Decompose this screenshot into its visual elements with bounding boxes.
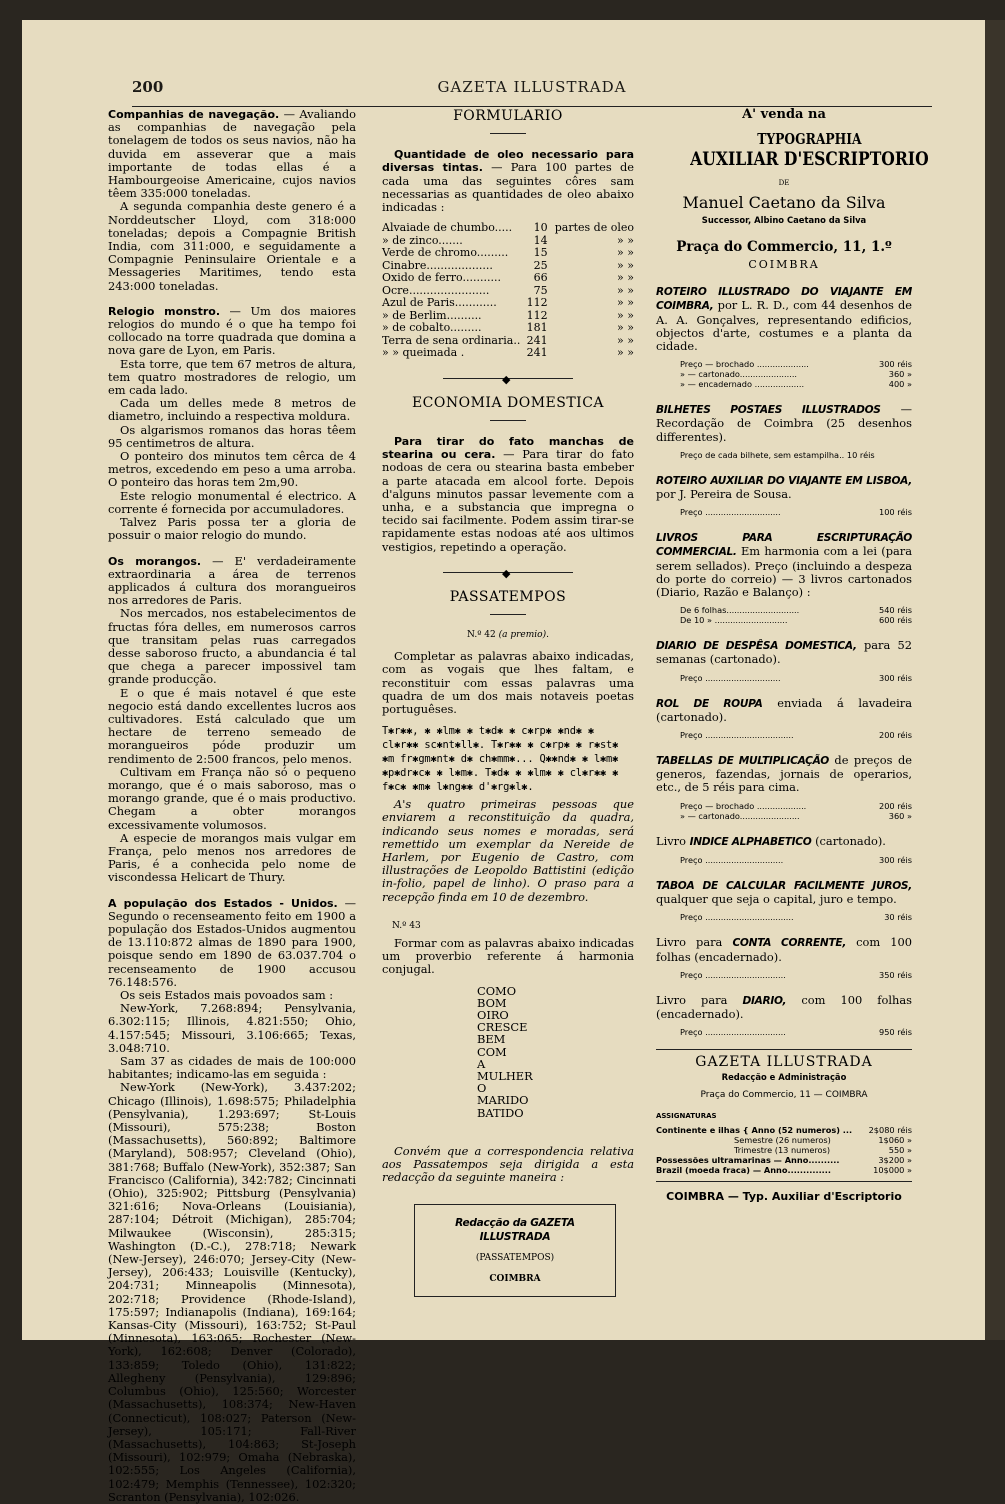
price-label: Preço ............................... — [680, 969, 786, 980]
ad-title: LIVROS PARA ESCRIPTURAÇÃO COMMERCIAL. — [656, 532, 912, 559]
oil-cell-unit: partes de oleo — [554, 221, 634, 235]
ad-item — [656, 754, 912, 821]
ad-title: BILHETES POSTAES ILLUSTRADOS — [656, 404, 881, 417]
oil-cell-unit: » » — [617, 321, 634, 335]
economia-article: Para tirar do fato manchas de stearina ou cera. — Para tirar do fato nodoas de cera ou stearina basta embeber a parte atacada em alcool forte. Depois d'alguns minutos passar levemente com a unha, e a substancia que impregna o tecido sai facilmente. Podem assim tirar-se rapidamente estas nodoas até aos ultimos vestigios, repetindo a operação. — [382, 434, 634, 554]
ad-prices — [680, 801, 912, 821]
ad-prices — [680, 730, 912, 740]
ad-title: DIARIO, — [742, 994, 787, 1007]
section-title-economia: ECONOMIA DOMESTICA — [411, 394, 605, 411]
typography-logo — [656, 125, 929, 173]
ad-item — [656, 879, 912, 922]
oil-cell-name: Azul de Paris............ — [382, 296, 497, 310]
owner-name: Manuel Caetano da Silva — [682, 193, 886, 213]
oil-cell-unit: » » — [617, 233, 634, 247]
proverb-word: BATIDO — [477, 1105, 524, 1120]
ad-title: ROTEIRO ILLUSTRADO DO VIAJANTE EM COIMBRA, — [656, 286, 912, 313]
oil-row — [382, 297, 634, 310]
article-paragraph: A especie de morangos mais vulgar em França, pelo menos nos arredores de Paris, é a conhecida pelo nome de viscondessa Helicart de Thury. — [108, 830, 356, 885]
column-news — [108, 108, 356, 1504]
puzzle-43-text: Formar com as palavras abaixo indicadas um proverbio referente á harmonia conjugal. — [382, 936, 634, 977]
oil-cell-name: Oxido de ferro........... — [382, 271, 501, 285]
ornament-divider: ◆ — [443, 572, 573, 573]
ad-prices — [680, 605, 912, 625]
price-value: 200 réis — [879, 800, 912, 811]
ad-description: —Recordação de Coimbra (25 desenhos differentes). — [656, 402, 912, 444]
article-paragraph: Esta torre, que tem 67 metros de altura, tem quatro mostradores de relogio, um em cada lado. — [108, 356, 356, 398]
subscription-label: Continente e ilhas { Anno (52 numeros) ... — [656, 1124, 853, 1135]
divider — [490, 133, 526, 134]
ad-prefix: Livro para — [656, 935, 723, 950]
price-line — [680, 801, 912, 811]
oil-cell-unit: » » — [617, 271, 634, 285]
section-title-formulario: FORMULARIO — [453, 108, 563, 124]
ad-item — [656, 639, 912, 682]
ad-prefix: Livro — [656, 833, 686, 848]
ad-title: DIARIO DE DESPÊSA DOMESTICA, — [656, 640, 857, 653]
price-line — [680, 507, 912, 517]
subscription-row — [656, 1125, 912, 1135]
ad-text — [656, 531, 912, 599]
price-line — [680, 615, 912, 625]
typography-name: TYPOGRAPHIA — [757, 130, 862, 149]
ad-prices — [680, 1027, 912, 1037]
ad-description: com 100 folhas (encadernado). — [656, 992, 913, 1021]
price-label: De 10 » ............................ — [680, 615, 788, 626]
price-label: » — encadernado ................... — [680, 379, 805, 390]
oil-cell-unit: » » — [617, 308, 634, 322]
oil-cell-qty: 15 — [533, 246, 548, 260]
ad-text — [656, 879, 912, 906]
ad-item — [656, 936, 912, 979]
oil-cell-name: Ocre....................... — [382, 283, 490, 297]
ad-text — [656, 697, 912, 724]
oil-cell-name: » de Berlim.......... — [382, 308, 482, 322]
ad-description: de preços de generos, fazendas, jornais de operarios, etc., de 5 réis para cima. — [656, 753, 913, 795]
oil-table — [382, 222, 634, 360]
ad-title: INDICE ALPHABETICO — [689, 835, 812, 848]
oil-row — [382, 272, 634, 285]
page-title: GAZETA ILLUSTRADA — [437, 78, 627, 96]
ad-text — [656, 639, 912, 666]
formulario-intro: Quantidade de oleo necessario para diversas tintas. — Para 100 partes de cada uma das seguintes côres sam necessarias as quantidades de oleo abaixo indicadas : — [382, 148, 634, 215]
price-value: 300 réis — [879, 854, 912, 865]
oil-cell-name: » de zinco....... — [382, 233, 463, 247]
price-label: Preço .................................. — [680, 912, 794, 923]
article-morangos: Os morangos. — E' verdadeiramente extraordinaria a área de terrenos applicados á cultura dos morangueiros nos arredores de Paris. Nos mercados, nos estabelecimentos de fructas fóra delles, em numerosos carros que transitam pelas ruas carregados desse saboroso fructo, a abundancia é tal que chega a parecer impossivel tam grande producção. E o que é mais notavel é que este negocio está dando excellentes lucros aos cultivadores. Está calculado que um hectare de terreno semeado de morangueiros póde produzir um rendimento de 2:500 francos, pelo menos. Cultivam em França não só o pequeno morango, que é o mais saboroso, mas o morango grande, que é o mais productivo. Chegam a obter morangos excessivamente volumosos. A especie de morangos mais vulgar em França, pelo menos nos arredores de Paris, é a conhecida pelo nome de viscondessa Helicart de Thury. — [108, 553, 356, 885]
page-header — [132, 78, 932, 107]
price-label: Preço de cada bilhete, sem estampilha.. 10 réis — [680, 449, 875, 460]
oil-cell-qty: 75 — [533, 283, 548, 297]
page-edge — [985, 20, 1005, 1340]
proverb-word: A — [477, 1056, 486, 1071]
typography-de: DE — [778, 179, 790, 188]
ad-description: enviada á lavadeira (cartonado). — [656, 695, 912, 724]
price-label: Preço .................................. — [680, 730, 794, 741]
subscription-price: 1$060 » — [878, 1134, 912, 1145]
oil-row — [382, 247, 634, 260]
price-value: 360 » — [888, 810, 912, 821]
puzzle-42-quadra: T✱r✱✱, ✱ ✱lm✱ ✱ t✱d✱ ✱ c✱rp✱ ✱nd✱ ✱ cl✱r✱✱ sc✱nt✱ll✱. T✱r✱✱ ✱ c✱rp✱ ✱ r✱st✱ ✱m fr✱gm✱nt✱ d✱ ch✱mm✱... Q✱✱nd✱ ✱ l✱m✱ ✱p✱dr✱c✱ ✱ l✱m✱. T✱d✱ ✱ ✱lm✱ ✱ cl✱r✱✱ ✱ f✱c✱ ✱m✱ l✱ng✱✱ d'✱rg✱l✱. — [382, 725, 619, 794]
ad-item — [656, 531, 912, 625]
article-populacao: A população dos Estados - Unidos. — Segundo o recenseamento feito em 1900 a população dos Estados-Unidos augmentou de 13.110:872 almas de 1890 para 1900, poisque sendo em 1890 de 63.037.704 o recenseamento de 1900 accusou 76.148:576. Os seis Estados mais povoados sam : New-York, 7.268:894; Pensylvania, 6.302:115; Illinois, 4.821:550; Ohio, 4.157:545; Missouri, 3.106:665; Texas, 3.048:710. Sam 37 as cidades de mais de 100:000 habitantes; indicamo-las em seguida : New-York (New-York), 3.437:202; Chicago (Illinois), 1.698:575; Philadelphia (Pensylvania), 1.293:697; St-Louis (Missouri), 575:238; Boston (Massachusetts), 560:892; Baltimore (Maryland), 508:957; Cleveland (Ohio), 381:768; Buffalo (New-York), 352:387; San Francisco (California), 342:782; Cincinnati (Ohio), 325:902; Pittsburg (Pensylvania) 321:616; Nova-Orleans (Louisiania), 287:104; Détroit (Michigan), 285:704; Milwaukee (Wisconsin), 285:315; Washington (D.-C.), 278:718; Newark (New-Jersey), 246:070; Jersey-City (New-Jersey), 206:433; Louisville (Kentucky), 204:731; Minneapolis (Minnesota), 202:718; Providence (Rhode-Island), 175:597; Indianapolis (Indiana), 169:164; Kansas-City (Missouri), 163:752; St-Paul (Minnesota), 163:065; Rochester (New-York), 162:608; Denver (Colorado), 133:859; Toledo (Ohio), 131:822; Allegheny (Pensylvania), 129:896; Columbus (Ohio), 125:560; Worcester (Massachusetts), 108:374; New-Haven (Connecticut), 108:027; Paterson (New-Jersey), 105:171; Fall-River (Massachusetts), 104:863; St-Joseph (Missouri), 102:979; Omaha (Nebraska), 102:555; Los Angeles (California), 102:479; Memphis (Tennessee), 102:320; Scranton (Pensylvania), 102:026. — [108, 895, 357, 1504]
oil-cell-unit: » » — [617, 258, 634, 272]
ad-description: por L. R. D., com 44 desenhos de A. A. Gonçalves, representando edificios, objectos d'arte, costumes e a planta da cidade. — [656, 298, 912, 354]
oil-cell-qty: 66 — [533, 271, 548, 285]
subscription-row — [656, 1145, 912, 1155]
proverb-word: MULHER — [477, 1069, 533, 1084]
ad-description: qualquer que seja o capital, juro e tempo. — [656, 892, 897, 907]
price-line — [680, 379, 912, 389]
ad-description: por J. Pereira de Sousa. — [656, 487, 792, 502]
puzzle-43-label: N.º 43 — [392, 920, 421, 931]
oil-cell-unit: » » — [617, 296, 634, 310]
ad-title: ROTEIRO AUXILIAR DO VIAJANTE EM LISBOA, — [656, 474, 912, 487]
ad-title: TABOA DE CALCULAR FACILMENTE JUROS, — [656, 879, 912, 892]
article-paragraph: New-York, 7.268:894; Pensylvania, 6.302:115; Illinois, 4.821:550; Ohio, 4.157:545; Missouri, 3.106:665; Texas, 3.048:710. — [108, 1001, 356, 1055]
subscription-label: Trimestre (13 numeros) — [734, 1144, 831, 1155]
price-label: Preço — brochado .................... — [680, 359, 809, 370]
subscription-row — [656, 1165, 912, 1175]
section-title-passatempos: PASSATEMPOS — [449, 588, 567, 605]
oil-cell-unit: » » — [617, 346, 634, 360]
price-line — [680, 605, 912, 615]
price-line — [680, 970, 912, 980]
price-line — [680, 673, 912, 683]
article-navegacao: Companhias de navegação. — Avaliando as companhias de navegação pela tonelagem de todos os seus navios, não ha duvida em asseverar que a mais importante de todas ellas é a Hambourgeoise Americaine, cujos navios têem 335:000 toneladas. — [108, 107, 356, 201]
article-paragraph: A segunda companhia deste genero é a Norddeutscher Lloyd, com 318:000 toneladas; depois a Compagnie British India, com 311:000, e seguidamente a Compagnie Peninsulaire Orientale e a Messageries Maritimes, tendo esta 243:000 toneladas. — [108, 199, 356, 293]
price-line — [680, 855, 912, 865]
oil-cell-qty: 10 — [533, 221, 548, 235]
address-line: (PASSATEMPOS) — [475, 1252, 555, 1263]
article-relogio: Relogio monstro. — Um dos maiores relogios do mundo é o que ha tempo foi collocado na torre quadrada que domina a nova gare de Lyon, em Paris. Esta torre, que tem 67 metros de altura, tem quatro mostradores de relogio, um em cada lado. Cada um delles mede 8 metros de diametro, incluindo a respectiva moldura. Os algarismos romanos das horas têem 95 centimetros de altura. O ponteiro dos minutos tem cêrca de 4 metros, excedendo em peso a uma arroba. O ponteiro das horas tem 2m,90. Este relogio monumental é electrico. A corrente é fornecida por accumuladores. Talvez Paris possa ter a gloria de possuir o maior relogio do mundo. — [108, 303, 357, 543]
subscriptions-table — [656, 1125, 912, 1175]
proverb-word: BEM — [477, 1032, 506, 1047]
subscriptions-title: ASSIGNATURAS — [656, 1111, 717, 1120]
oil-cell-name: Terra de sena ordinaria.. — [382, 333, 521, 347]
ad-item — [656, 285, 912, 389]
article-paragraph: O ponteiro dos minutos tem cêrca de 4 metros, excedendo em peso a uma arroba. O ponteiro das horas tem 2m,90. — [108, 449, 356, 490]
price-value: 400 » — [888, 379, 912, 390]
ad-text — [656, 936, 912, 963]
price-label: Preço — brochado ................... — [680, 800, 807, 811]
proverb-word: O — [477, 1081, 487, 1096]
page-number: 200 — [132, 78, 164, 96]
oil-cell-name: » » queimada . — [382, 346, 465, 360]
ad-item — [656, 697, 912, 740]
price-line — [680, 811, 912, 821]
address-box — [414, 1204, 616, 1297]
price-label: Preço .............................. — [680, 854, 784, 865]
article-paragraph: Os algarismos romanos das horas têem 95 centimetros de altura. — [108, 422, 356, 450]
ad-text — [656, 474, 912, 501]
oil-cell-qty: 181 — [526, 321, 548, 335]
ad-text — [656, 403, 912, 444]
address-line: Redacção da GAZETA ILLUSTRADA — [455, 1217, 575, 1243]
article-paragraph: New-York (New-York), 3.437:202; Chicago (Illinois), 1.698:575; Philadelphia (Pensylvania), 1.293:697; St-Louis (Missouri), 575:238; Boston (Massachusetts), 560:892; Baltimore (Maryland), 508:957; Cleveland (Ohio), 381:768; Buffalo (New-York), 352:387; San Francisco (California), 342:782; Cincinnati (Ohio), 325:902; Pittsburg (Pensylvania) 321:616; Nova-Orleans (Louisiania), 287:104; Détroit (Michigan), 285:704; Milwaukee (Wisconsin), 285:315; Washington (D.-C.), 278:718; Newark (New-Jersey), 246:070; Jersey-City (New-Jersey), 206:433; Louisville (Kentucky), 204:731; Minneapolis (Minnesota), 202:718; Providence (Rhode-Island), 175:597; Indianapolis (Indiana), 169:164; Kansas-City (Missouri), 163:752; St-Paul (Minnesota), 163:065; Rochester (New-York), 162:608; Denver (Colorado), 133:859; Toledo (Ohio), 131:822; Allegheny (Pensylvania), 129:896; Columbus (Ohio), 125:560; Worcester (Massachusetts), 108:374; New-Haven (Connecticut), 108:027; Paterson (New-Jersey), 105:171; Fall-River (Massachusetts), 104:863; St-Joseph (Missouri), 102:979; Omaha (Nebraska), 102:555; Los Angeles (California), 102:479; Memphis (Tennessee), 102:320; Scranton (Pensylvania), 102:026. — [108, 1080, 356, 1504]
gazeta-address: Praça do Commercio, 11 — COIMBRA — [700, 1089, 868, 1100]
article-paragraph: Cada um delles mede 8 metros de diametro, incluindo a respectiva moldura. — [108, 396, 356, 424]
subscription-label: Possessões ultramarinas — Anno.......... — [656, 1154, 840, 1165]
column-ads — [656, 107, 929, 1203]
oil-cell-name: Alvaiade de chumbo..... — [382, 221, 513, 235]
ads-list — [656, 285, 912, 1037]
oil-cell-qty: 241 — [526, 346, 548, 360]
proverb-word: BOM — [477, 995, 507, 1010]
oil-cell-unit: » » — [617, 283, 634, 297]
article-paragraph: Sam 37 as cidades de mais de 100:000 habitantes; indicamo-las em seguida : — [108, 1054, 356, 1082]
oil-cell-qty: 241 — [526, 333, 548, 347]
ad-title: TABELLAS DE MULTIPLICAÇÃO — [656, 755, 829, 768]
proverb-word: MARIDO — [477, 1093, 529, 1108]
ad-prices — [680, 912, 912, 922]
subscription-label: Brazil (moeda fraca) — Anno.............. — [656, 1164, 832, 1175]
oil-cell-qty: 112 — [526, 296, 548, 310]
price-value: 600 réis — [879, 615, 912, 626]
puzzle-42-label: N.º 42 (a premio). — [467, 629, 549, 640]
puzzle-42-prize: A's quatro primeiras pessoas que enviarem a reconstituição da quadra, indicando seus nomes e moradas, será remettido um exemplar da Nereide de Harlem, por Eugenio de Castro, com illustrações de Leopoldo Battistini (edição in-folio, papel de linho). O praso para a recepção finda em 10 de dezembro. — [382, 797, 634, 904]
subscription-price: 2$080 réis — [868, 1124, 912, 1135]
price-value: 300 réis — [879, 359, 912, 370]
oil-cell-name: Verde de chromo......... — [382, 246, 509, 260]
price-label: » — cartonado....................... — [680, 810, 800, 821]
price-label: Preço ............................... — [680, 1027, 786, 1038]
price-label: Preço ............................. — [680, 507, 781, 518]
proverb-word: CRESCE — [477, 1020, 528, 1035]
ad-description: Em harmonia com a lei (para serem sellados). Preço (incluindo a despeza do porte do correio) — 3 livros cartonados (Diario, Razão e Balanço) : — [656, 544, 913, 600]
oil-cell-qty: 25 — [533, 258, 548, 272]
ad-text — [656, 994, 912, 1021]
price-line — [680, 450, 912, 460]
price-label: » — cartonado...................... — [680, 369, 798, 380]
typography-name: AUXILIAR D'ESCRIPTORIO — [690, 148, 929, 171]
subscription-row — [656, 1155, 912, 1165]
price-value: 350 réis — [879, 969, 912, 980]
typography-city: COIMBRA — [748, 258, 820, 272]
correspondence-note: Convém que a correspondencia relativa aos Passatempos seja dirigida a esta redacção da seguinte maneira : — [382, 1143, 634, 1185]
successor-name: Successor, Albino Caetano da Silva — [701, 214, 867, 225]
oil-cell-name: » de cobalto......... — [382, 321, 482, 335]
gazeta-subtitle: Redacção e Administração — [721, 1072, 847, 1083]
ad-title: ROL DE ROUPA — [656, 697, 763, 710]
puzzle-42-text: Completar as palavras abaixo indicadas, com as vogais que lhes faltam, e reconstituir com essas palavras uma quadra de um dos mais notaveis poetas portuguêses. — [382, 649, 634, 716]
price-value: 200 réis — [879, 730, 912, 741]
article-paragraph: Talvez Paris possa ter a gloria de possuir o maior relogio do mundo. — [108, 515, 356, 543]
divider — [490, 420, 526, 421]
ad-item — [656, 835, 912, 865]
ornament-divider: ◆ — [443, 378, 573, 379]
ad-description: (cartonado). — [815, 833, 886, 848]
ad-item — [656, 994, 912, 1037]
article-paragraph: Os seis Estados mais povoados sam : — [120, 988, 334, 1002]
article-paragraph: E o que é mais notavel é que este negocio está dando excellentes lucros aos cultivadores. Está calculado que um hectare de terreno semeado de morangueiros póde produzir um rendimento de 2:500 francos, pelo menos. — [108, 685, 356, 766]
ad-prices — [680, 673, 912, 683]
ad-item — [656, 403, 912, 460]
price-label: Preço ............................. — [680, 672, 781, 683]
price-value: 30 réis — [884, 912, 912, 923]
price-line — [680, 730, 912, 740]
ad-text — [656, 835, 912, 849]
ad-description: com 100 folhas (encadernado). — [656, 935, 913, 964]
subscription-row — [656, 1135, 912, 1145]
subscription-label: Semestre (26 numeros) — [734, 1134, 831, 1145]
article-paragraph: Este relogio monumental é electrico. A corrente é fornecida por accumuladores. — [108, 488, 356, 516]
proverb-word: COM — [477, 1044, 507, 1059]
printer-footer: COIMBRA — Typ. Auxiliar d'Escriptorio — [656, 1181, 912, 1203]
proverb-word: COMO — [477, 983, 517, 998]
divider — [490, 614, 526, 615]
puzzle-43-words — [477, 985, 634, 1119]
subscription-price: 550 » — [888, 1144, 912, 1155]
oil-row — [382, 322, 634, 335]
oil-cell-qty: 112 — [526, 308, 548, 322]
price-value: 300 réis — [879, 672, 912, 683]
oil-row — [382, 222, 634, 235]
subscription-price: 3$200 » — [878, 1154, 912, 1165]
article-paragraph: Nos mercados, nos estabelecimentos de fructas fóra delles, em numerosos carros que transitam pelas ruas carregados desse saboroso fructo, a abundancia é tal que chega a parecer impossivel tam grande producção. — [108, 606, 356, 687]
oil-row — [382, 347, 634, 360]
oil-cell-qty: 14 — [533, 233, 548, 247]
price-line — [680, 1027, 912, 1037]
ad-prices — [680, 359, 912, 389]
price-value: 950 réis — [879, 1027, 912, 1038]
ad-prices — [680, 855, 912, 865]
price-line — [680, 359, 912, 369]
price-value: 100 réis — [879, 507, 912, 518]
gazeta-box — [656, 1049, 912, 1175]
article-paragraph: Cultivam em França não só o pequeno morango, que é o mais saboroso, mas o morango grande, que é o mais productivo. Chegam a obter morangos excessivamente volumosos. — [108, 764, 356, 832]
proverb-word: OIRO — [477, 1008, 509, 1023]
ad-text — [656, 285, 912, 353]
ad-item — [656, 474, 912, 517]
ad-prices — [680, 507, 912, 517]
oil-cell-name: Cinabre................... — [382, 258, 493, 272]
gazeta-title: GAZETA ILLUSTRADA — [695, 1054, 873, 1071]
address-line: COIMBRA — [489, 1274, 541, 1285]
price-line — [680, 912, 912, 922]
price-line — [680, 369, 912, 379]
typography-address: Praça do Commercio, 11, 1.º — [676, 238, 892, 255]
ad-prices — [680, 970, 912, 980]
oil-cell-unit: » » — [617, 246, 634, 260]
ad-title: CONTA CORRENTE, — [732, 937, 847, 950]
subscription-price: 10$000 » — [873, 1164, 912, 1175]
column-sections — [382, 108, 634, 1297]
price-label: De 6 folhas............................ — [680, 605, 800, 616]
ad-prefix: Livro para — [656, 992, 728, 1007]
ad-prices — [680, 450, 912, 460]
sale-heading: A' venda na — [742, 107, 826, 122]
price-value: 360 » — [888, 369, 912, 380]
oil-cell-unit: » » — [617, 333, 634, 347]
ad-text — [656, 754, 912, 795]
price-value: 540 réis — [879, 605, 912, 616]
ad-description: para 52 semanas (cartonado). — [656, 638, 912, 667]
